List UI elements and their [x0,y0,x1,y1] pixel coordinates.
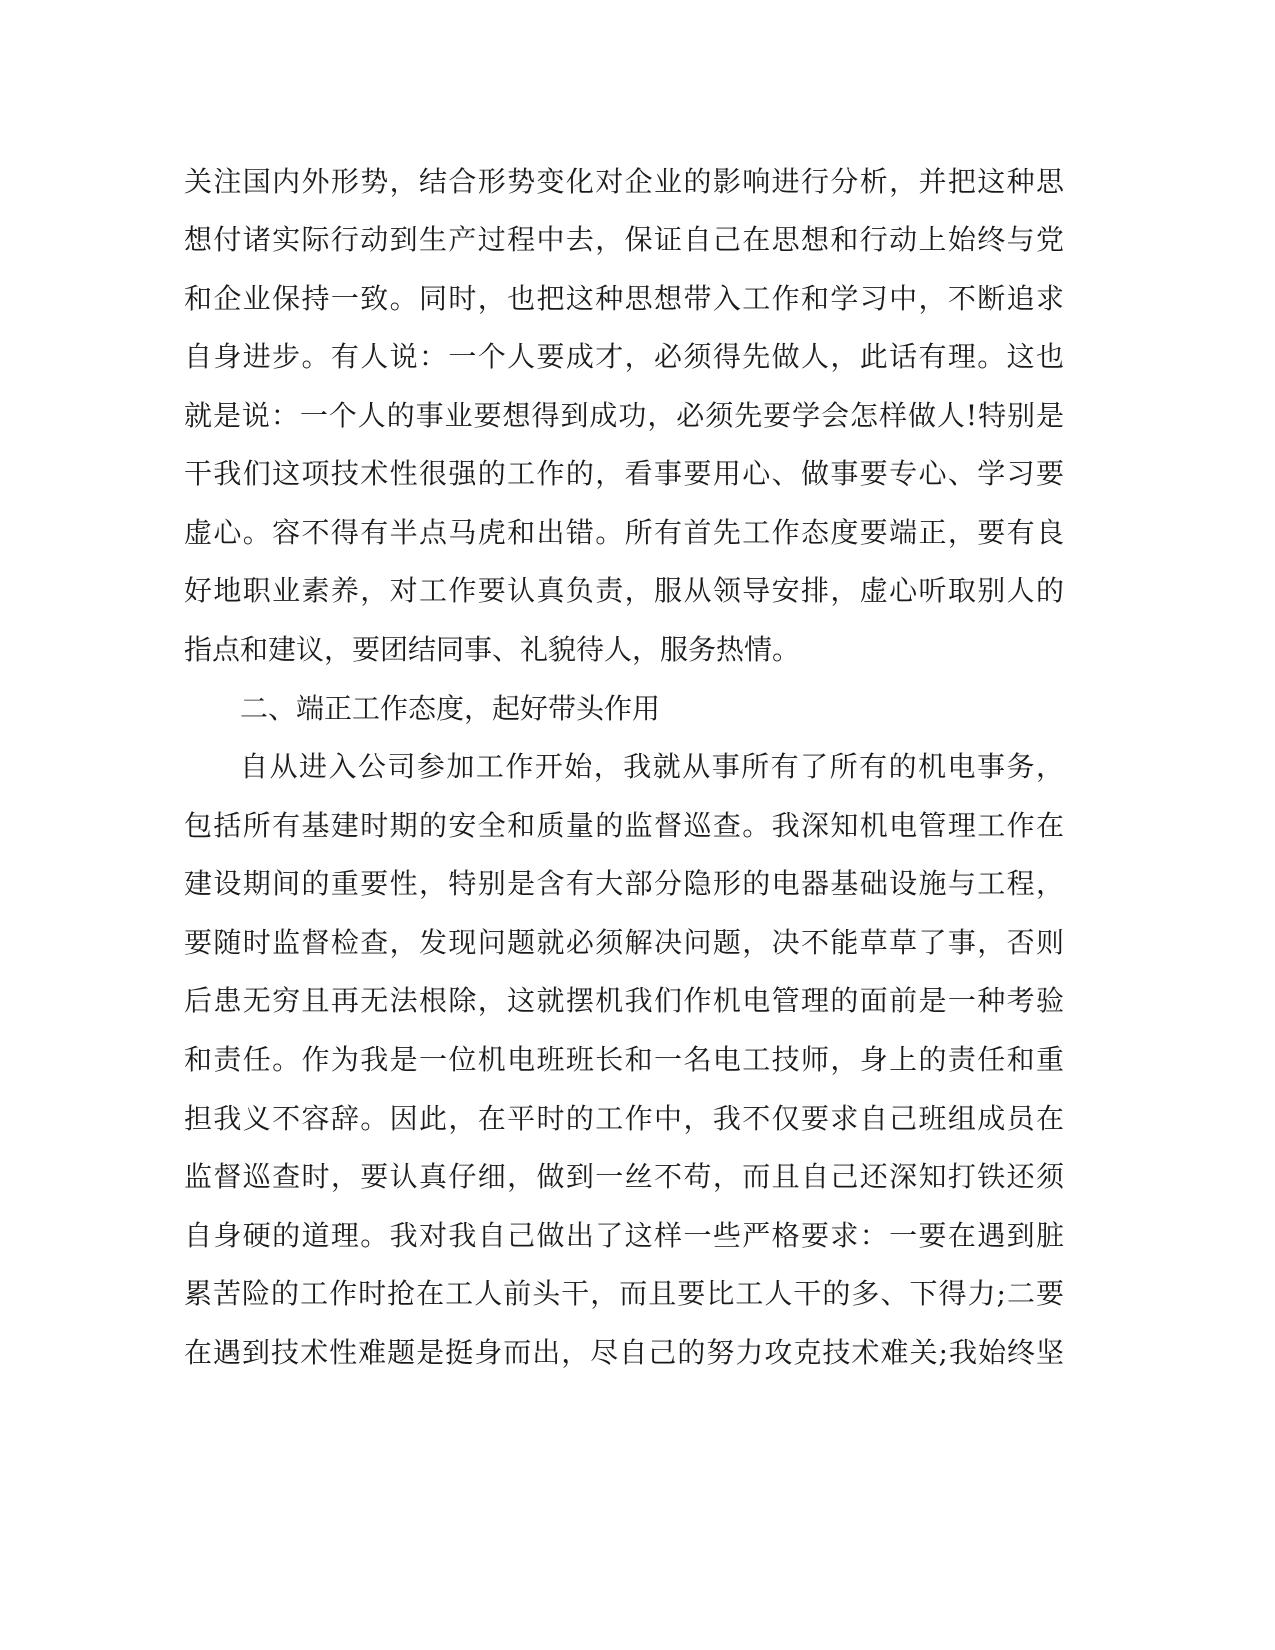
paragraph-line: 想付诸实际行动到生产过程中去，保证自己在思想和行动上始终与党 [184,223,1064,256]
paragraph-line: 后患无穷且再无法根除，这就摆机我们作机电管理的面前是一种考验 [184,984,1064,1017]
paragraph-line: 要随时监督检查，发现问题就必须解决问题，决不能草草了事，否则 [184,926,1064,959]
paragraph-line: 干我们这项技术性很强的工作的，看事要用心、做事要专心、学习要 [184,457,1064,490]
paragraph-line: 担我义不容辞。因此，在平时的工作中，我不仅要求自己班组成员在 [184,1102,1064,1135]
paragraph-line: 自身硬的道理。我对我自己做出了这样一些严格要求：一要在遇到脏 [184,1219,1064,1252]
section-heading: 二、端正工作态度，起好带头作用 [240,692,661,725]
paragraph-line: 累苦险的工作时抢在工人前头干，而且要比工人干的多、下得力;二要 [184,1277,1064,1310]
paragraph-line: 就是说：一个人的事业要想得到成功，必须先要学会怎样做人!特别是 [184,399,1064,432]
paragraph-line: 关注国内外形势，结合形势变化对企业的影响进行分析，并把这种思 [184,165,1064,198]
paragraph-line: 好地职业素养，对工作要认真负责，服从领导安排，虚心听取别人的 [184,574,1064,607]
paragraph-line: 监督巡查时，要认真仔细，做到一丝不苟，而且自己还深知打铁还须 [184,1160,1064,1193]
paragraph-line: 在遇到技术性难题是挺身而出，尽自己的努力攻克技术难关;我始终坚 [184,1336,1064,1369]
paragraph-line: 指点和建议，要团结同事、礼貌待人，服务热情。 [184,633,801,666]
paragraph-line: 自从进入公司参加工作开始，我就从事所有了所有的机电事务， [240,750,1064,783]
paragraph-line: 建设期间的重要性，特别是含有大部分隐形的电器基础设施与工程， [184,867,1064,900]
paragraph-line: 和责任。作为我是一位机电班班长和一名电工技师，身上的责任和重 [184,1043,1064,1076]
paragraph-line: 包括所有基建时期的安全和质量的监督巡查。我深知机电管理工作在 [184,809,1064,842]
paragraph-line: 虚心。容不得有半点马虎和出错。所有首先工作态度要端正，要有良 [184,516,1064,549]
paragraph-line: 和企业保持一致。同时，也把这种思想带入工作和学习中，不断追求 [184,282,1064,315]
paragraph-line: 自身进步。有人说：一个人要成才，必须得先做人，此话有理。这也 [184,340,1064,373]
